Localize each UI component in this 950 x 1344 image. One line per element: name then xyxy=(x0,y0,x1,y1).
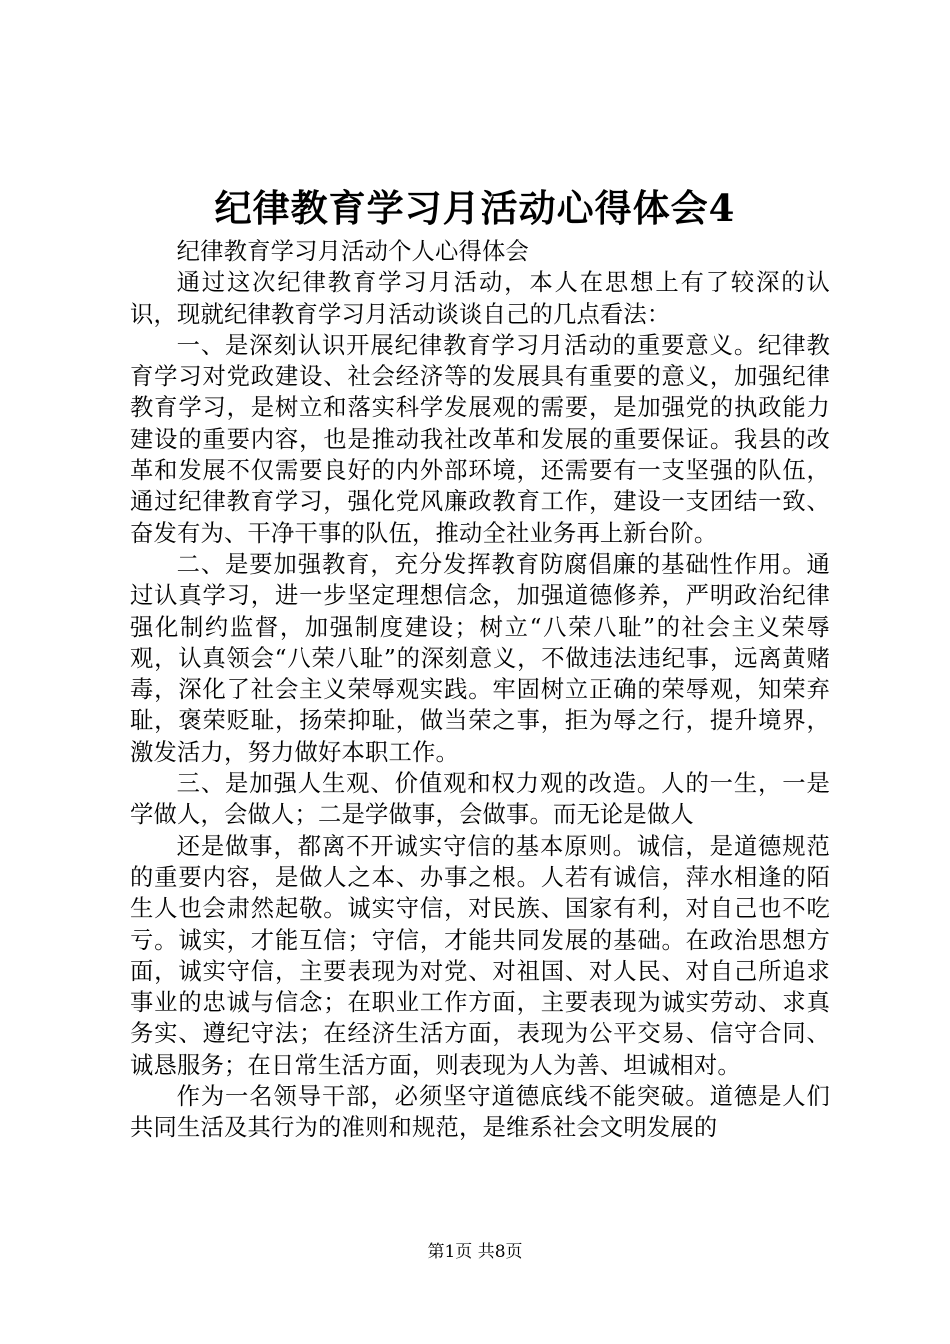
document-body xyxy=(130,236,830,1144)
paragraph-leader: 作为一名领导干部，必须坚守道德底线不能突破。道德是人们共同生活及其行为的准则和规范，是维系社会文明发展的 xyxy=(130,1083,830,1142)
page-number-footer: 第1页 共8页 xyxy=(427,1242,523,1262)
document-title: 纪律教育学习月活动心得体会4 xyxy=(214,186,736,230)
paragraph-subtitle: 纪律教育学习月活动个人心得体会 xyxy=(176,238,530,265)
paragraph-point-two: 二、是要加强教育，充分发挥教育防腐倡廉的基础性作用。通过认真学习，进一步坚定理想信念，加强道德修养，严明政治纪律强化制约监督，加强制度建设；树立“八荣八耻”的社会主义荣辱观，认真领会“八荣八耻”的深刻意义，不做违法违纪事，远离黄赌毒，深化了社会主义荣辱观实践。牢固树立正确的荣辱观，知荣弃耻，褒荣贬耻，扬荣抑耻，做当荣之事，拒为辱之行，提升境界，激发活力，努力做好本职工作。 xyxy=(130,550,830,766)
paragraph-integrity: 还是做事，都离不开诚实守信的基本原则。诚信，是道德规范的重要内容，是做人之本、办事之根。人若有诚信，萍水相逢的陌生人也会肃然起敬。诚实守信，对民族、国家有利，对自己也不吃亏。诚实，才能互信；守信，才能共同发展的基础。在政治思想方面，诚实守信，主要表现为对党、对祖国、对人民、对自己所追求事业的忠诚与信念；在职业工作方面，主要表现为诚实劳动、求真务实、遵纪守法；在经济生活方面，表现为公平交易、信守合同、诚恳服务；在日常生活方面，则表现为人为善、坦诚相对。 xyxy=(130,832,830,1079)
paragraph-intro: 通过这次纪律教育学习月活动，本人在思想上有了较深的认识，现就纪律教育学习月活动谈谈自己的几点看法： xyxy=(130,269,830,328)
paragraph-point-one: 一、是深刻认识开展纪律教育学习月活动的重要意义。纪律教育学习对党政建设、社会经济等的发展具有重要的意义，加强纪律教育学习，是树立和落实科学发展观的需要，是加强党的执政能力建设的重要内容，也是推动我社改革和发展的重要保证。我县的改革和发展不仅需要良好的内外部环境，还需要有一支坚强的队伍，通过纪律教育学习，强化党风廉政教育工作，建设一支团结一致、奋发有为、干净干事的队伍，推动全社业务再上新台阶。 xyxy=(130,331,830,547)
paragraph-point-three: 三、是加强人生观、价值观和权力观的改造。人的一生，一是学做人，会做人；二是学做事，会做事。而无论是做人 xyxy=(130,770,830,829)
